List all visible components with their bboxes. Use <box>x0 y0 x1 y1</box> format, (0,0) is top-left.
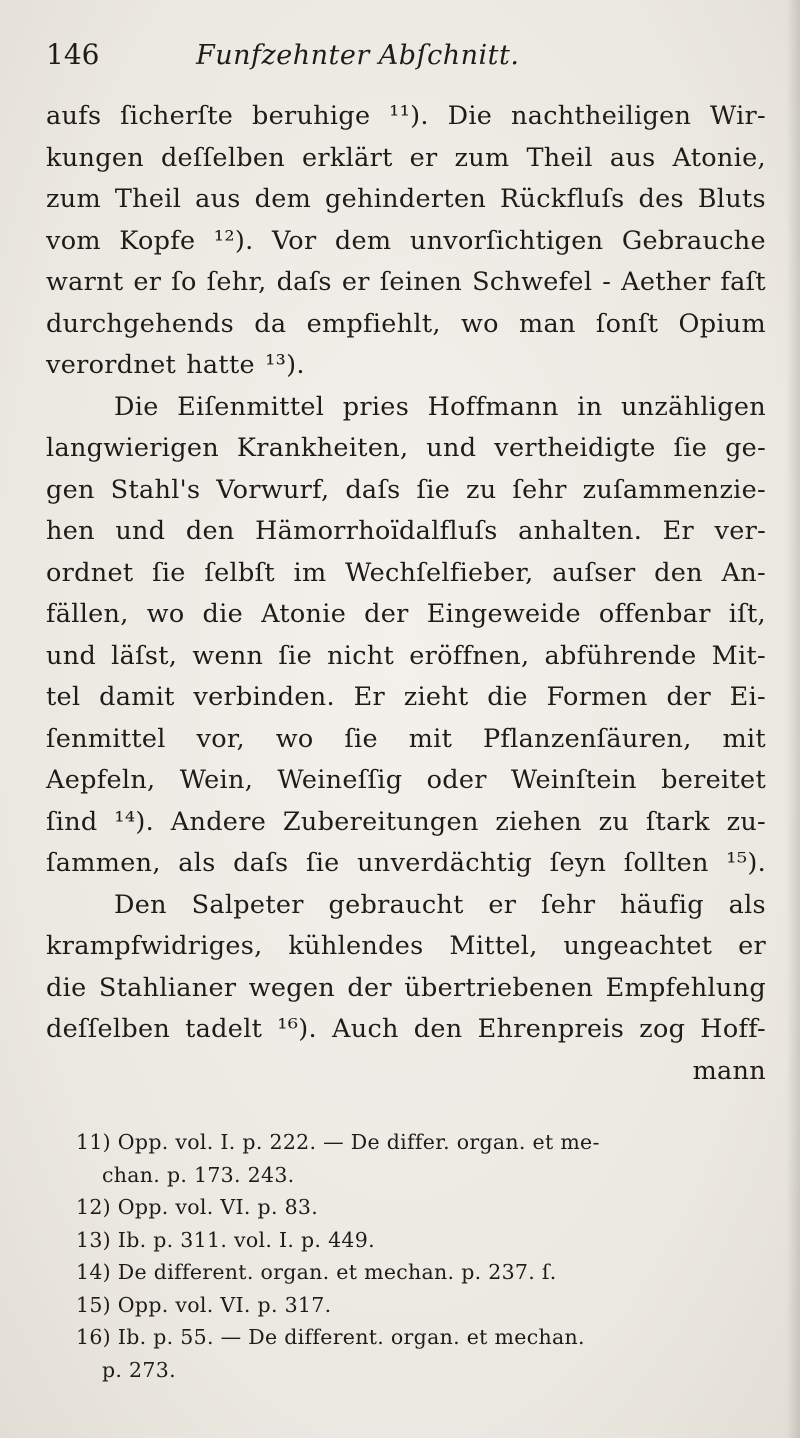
text-line <box>46 636 766 678</box>
word: Gebrauche <box>621 225 766 256</box>
word: als <box>178 848 216 878</box>
word: er <box>133 267 162 297</box>
word: deſſelben <box>46 1014 171 1044</box>
word: er <box>341 267 370 297</box>
text-line <box>46 511 766 553</box>
word: Hoff- <box>700 1014 766 1044</box>
word: ¹¹). <box>389 101 429 131</box>
word: nachtheiligen <box>510 101 692 131</box>
word: erklärt <box>302 142 393 173</box>
word: er <box>409 142 438 173</box>
footnotes <box>46 1126 766 1386</box>
word: Vorwurf, <box>216 474 330 505</box>
word: den <box>185 516 235 546</box>
word: ¹⁵). <box>726 848 766 878</box>
text-line <box>46 387 766 429</box>
word: der <box>347 972 392 1003</box>
word: Salpeter <box>191 889 304 920</box>
word: ſeyn <box>549 848 607 878</box>
word: ſie <box>416 474 451 505</box>
text-line <box>46 96 766 138</box>
word: wo <box>275 723 314 754</box>
text-line <box>46 885 766 927</box>
word: hatte <box>186 350 255 380</box>
word: Krankheiten, <box>236 433 409 463</box>
word: ſonſt <box>595 308 659 339</box>
word: An- <box>721 557 766 588</box>
word: ſie <box>278 640 312 671</box>
word: Aether <box>621 267 711 297</box>
word: gen <box>46 474 95 505</box>
word: Stahlianer <box>98 972 237 1003</box>
word: pries <box>342 391 410 422</box>
word: zuſammenzie- <box>582 474 766 505</box>
word: er <box>738 931 766 961</box>
word: Mittel, <box>449 931 538 961</box>
word: ſammen, <box>46 848 161 878</box>
word: Empfehlung <box>605 972 766 1003</box>
text-line <box>46 719 766 761</box>
word: iſt, <box>728 599 766 629</box>
catchword <box>46 1051 766 1093</box>
word: verordnet <box>46 350 177 380</box>
text-line <box>46 802 766 844</box>
word: man <box>518 308 576 339</box>
word: ordnet <box>46 557 134 588</box>
word: er <box>488 889 517 920</box>
word: Mit- <box>711 640 766 671</box>
text-line <box>46 428 766 470</box>
word: auſser <box>552 557 636 588</box>
word: Hämorrhoïdalfluſs <box>255 516 498 546</box>
word: zu <box>466 474 497 505</box>
text-line <box>46 304 766 346</box>
word: ziehen <box>495 806 582 837</box>
word: ſenmittel <box>46 723 166 754</box>
word: aufs <box>46 101 102 131</box>
footnote: 15) Opp. vol. VI. p. 317. <box>76 1292 332 1317</box>
word: Die <box>114 391 159 422</box>
text-line <box>46 262 766 304</box>
word: ¹²). <box>213 225 254 256</box>
word: tadelt <box>185 1014 263 1044</box>
footnote-continuation: p. 273. <box>102 1357 176 1382</box>
word: die <box>202 599 244 629</box>
footnote: 12) Opp. vol. VI. p. 83. <box>76 1195 319 1219</box>
word: eröffnen, <box>409 640 530 671</box>
word: Stahl's <box>110 474 201 505</box>
word: kühlendes <box>288 931 424 961</box>
word: der <box>666 682 711 712</box>
word: übertriebenen <box>404 972 594 1003</box>
word: Vor <box>271 225 317 256</box>
word: ſehr, <box>206 267 267 297</box>
word: ſie <box>344 723 378 754</box>
word: anhalten. <box>518 516 643 546</box>
text-line <box>46 677 766 719</box>
text-line <box>46 179 766 221</box>
word: verbinden. <box>193 682 335 712</box>
word: Weineſſig <box>277 765 403 795</box>
word: ſeinen <box>379 267 463 297</box>
word: ¹⁴). <box>114 806 154 837</box>
text-line <box>46 594 766 636</box>
word: ungeachtet <box>563 931 713 961</box>
word: der <box>364 599 409 629</box>
text-line <box>46 1009 766 1051</box>
word: Pflanzenſäuren, <box>482 723 692 754</box>
word: Rückfluſs <box>499 184 625 214</box>
word: Bluts <box>697 184 766 214</box>
word: ſehr <box>541 889 596 920</box>
text-line <box>46 553 766 595</box>
word: faſt <box>720 267 766 297</box>
word: zu- <box>726 806 766 837</box>
word: die <box>487 682 528 712</box>
word: als <box>728 889 766 920</box>
word: gehinderten <box>324 184 487 214</box>
word: durchgehends <box>46 308 235 339</box>
word: hen <box>46 516 95 546</box>
word: gebraucht <box>328 889 464 920</box>
word: ſehr <box>512 474 567 505</box>
word: ver- <box>714 516 766 546</box>
word: daſs <box>276 267 332 297</box>
word: Eingeweide <box>426 599 581 629</box>
word: beruhige <box>251 101 371 131</box>
word: unverdächtig <box>357 848 533 878</box>
word: Theil <box>526 142 593 173</box>
text-line <box>46 345 766 387</box>
word: aus <box>195 184 241 214</box>
word: aus <box>609 142 656 173</box>
word: vertheidigte <box>494 433 656 463</box>
word: läſst, <box>111 640 178 671</box>
word: Eiſenmittel <box>177 391 325 422</box>
word: Hoffmann <box>427 391 559 422</box>
word: ſo <box>171 267 197 297</box>
word: daſs <box>233 848 289 878</box>
word: offenbar <box>598 599 711 629</box>
word: zog <box>639 1014 686 1044</box>
word: ſelbſt <box>204 557 275 588</box>
word: deſſelben <box>160 142 286 173</box>
word: Schwefel <box>472 267 593 297</box>
word: im <box>293 557 327 588</box>
word: und <box>115 516 166 546</box>
page-number: 146 <box>46 38 100 71</box>
word: und <box>46 640 97 671</box>
word: Weinſtein <box>511 765 637 795</box>
word: - <box>602 267 612 297</box>
word: ¹⁶). <box>277 1014 317 1044</box>
word: Wechſelfieber, <box>345 557 534 588</box>
word: Wein, <box>179 765 254 795</box>
word: Er <box>662 516 695 546</box>
text-line <box>46 760 766 802</box>
word: Die <box>447 101 493 131</box>
footnote-continuation: chan. p. 173. 243. <box>102 1162 295 1187</box>
text-line <box>46 968 766 1010</box>
word: zum <box>454 142 510 173</box>
footnote: 16) Ib. p. 55. — De different. organ. et mechan. <box>76 1325 585 1349</box>
word: Formen <box>546 682 648 712</box>
word: ſie <box>305 848 340 878</box>
word: Theil <box>114 184 182 214</box>
word: die <box>46 972 87 1003</box>
word: ¹³). <box>265 350 305 380</box>
word: unvorſichtigen <box>409 225 604 256</box>
word: häufig <box>620 889 704 920</box>
word: daſs <box>345 474 401 505</box>
word: dem <box>254 184 312 214</box>
word: wo <box>146 599 185 629</box>
body-text <box>46 96 766 1092</box>
word: Atonie <box>261 599 347 629</box>
word: ſie <box>673 433 708 463</box>
word: fällen, <box>46 599 129 629</box>
word: Den <box>114 889 167 920</box>
word: abführende <box>544 640 697 671</box>
text-line <box>46 138 766 180</box>
word: mit <box>722 723 766 754</box>
word: tel <box>46 682 81 712</box>
text-line <box>46 926 766 968</box>
word: Zubereitungen <box>282 806 479 837</box>
word: damit <box>99 682 175 712</box>
word: ſicherſte <box>120 101 234 131</box>
word: oder <box>426 765 487 795</box>
running-head: Funfzehnter Abſchnitt. <box>196 40 520 71</box>
word: krampfwidriges, <box>46 931 263 961</box>
word: unzähligen <box>620 391 766 422</box>
word: Wir- <box>710 101 766 131</box>
word: Kopfe <box>119 225 196 256</box>
word: Aepfeln, <box>46 765 156 795</box>
page-header <box>46 38 766 90</box>
word: Atonie, <box>672 142 766 173</box>
word: wo <box>460 308 499 339</box>
word: zum <box>46 184 101 214</box>
word: ſie <box>152 557 186 588</box>
text-line <box>46 843 766 885</box>
word: Auch <box>332 1014 399 1044</box>
word: wegen <box>248 972 336 1003</box>
word: nicht <box>327 640 395 671</box>
word: mann <box>692 1055 766 1086</box>
word: kungen <box>46 142 144 173</box>
word: vom <box>46 225 101 256</box>
word: ge- <box>725 433 766 463</box>
word: ſollten <box>623 848 709 878</box>
word: zieht <box>403 682 469 712</box>
word: Er <box>353 682 386 712</box>
word: ſtark <box>645 806 710 837</box>
word: Opium <box>678 308 766 339</box>
text-line <box>46 470 766 512</box>
footnote: 14) De different. organ. et mechan. p. 237. ſ. <box>76 1260 557 1284</box>
footnote: 11) Opp. vol. I. p. 222. — De differ. organ. et me- <box>76 1130 600 1154</box>
word: dem <box>334 225 392 256</box>
word: mit <box>408 723 453 754</box>
word: da <box>254 308 287 339</box>
word: empfiehlt, <box>306 308 441 339</box>
word: zu <box>598 806 630 837</box>
word: Ehrenpreis <box>477 1014 625 1044</box>
word: ſind <box>46 806 98 837</box>
word: langwierigen <box>46 433 219 463</box>
footnote: 13) Ib. p. 311. vol. I. p. 449. <box>76 1227 375 1252</box>
word: warnt <box>46 267 124 297</box>
text-line <box>46 221 766 263</box>
word: des <box>638 184 684 214</box>
word: Ei- <box>729 682 766 712</box>
word: den <box>654 557 703 588</box>
word: und <box>426 433 477 463</box>
word: Andere <box>170 806 267 837</box>
word: den <box>413 1014 463 1044</box>
word: in <box>577 391 603 422</box>
word: bereitet <box>661 765 766 795</box>
word: vor, <box>196 723 245 754</box>
word: wenn <box>192 640 264 671</box>
